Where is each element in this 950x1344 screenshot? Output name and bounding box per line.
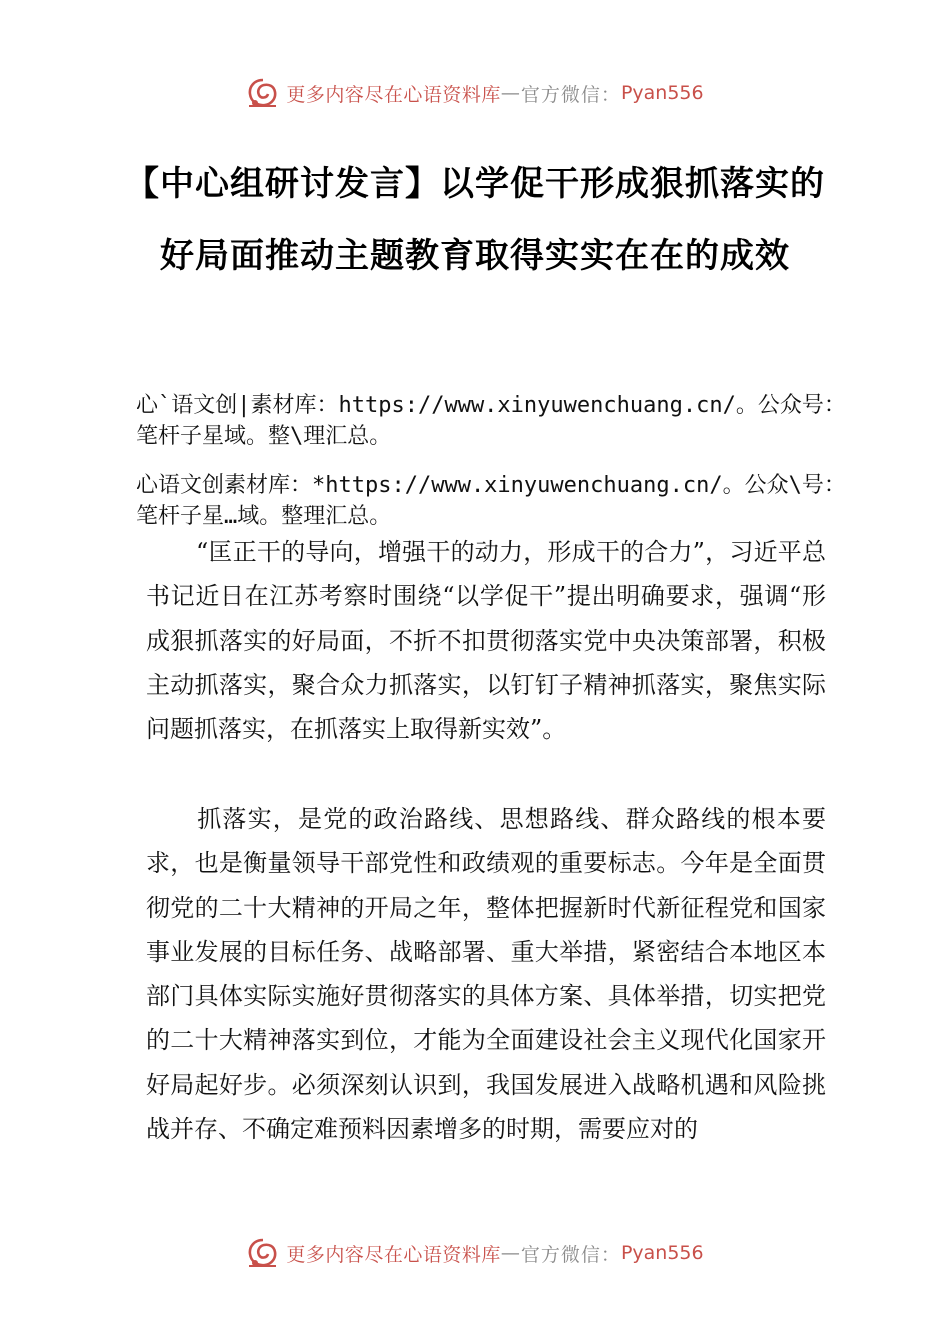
- watermark-main-text: 更多内容尽在心语资料库: [286, 83, 501, 106]
- watermark-wechat-id: Pyan556: [620, 1242, 704, 1264]
- snail-logo-icon: [246, 1236, 280, 1270]
- document-title: 【中心组研讨发言】以学促干形成狠抓落实的好局面推动主题教育取得实实在在的成效: [125, 164, 825, 276]
- watermark-main-text: 更多内容尽在心语资料库: [286, 1243, 501, 1266]
- snail-logo-icon: [246, 76, 280, 110]
- source-line-1: 心`语文创|素材库：https://www.xinyuwenchuang.cn/。公众号：笔杆子星域。整\理汇总。: [136, 393, 846, 449]
- source-line-2: 心语文创素材库：*https://www.xinyuwenchuang.cn/。公众\号：笔杆子星…域。整理汇总。: [136, 473, 846, 529]
- watermark-banner-bottom: [0, 1233, 950, 1273]
- watermark-official-label: 官方微信：: [520, 1243, 621, 1266]
- watermark-wechat-id: Pyan556: [620, 82, 704, 104]
- paragraph-1-text: “匡正干的导向，增强干的动力，形成干的合力”，习近平总书记近日在江苏考察时围绕“以学促干”提出明确要求，强调“形成狠抓落实的好局面，不折不扣贯彻落实党中央决策部署，积极主动抓落实，聚合众力抓落实，以钉钉子精神抓落实，聚焦实际问题抓落实，在抓落实上取得新实效”。: [146, 538, 826, 744]
- watermark-official-label: 官方微信：: [520, 83, 621, 106]
- watermark-separator: —: [500, 82, 521, 104]
- paragraph-1: [146, 530, 826, 751]
- paragraph-2: [146, 797, 826, 1151]
- watermark-banner-top: [0, 73, 950, 113]
- paragraph-2-text: 抓落实，是党的政治路线、思想路线、群众路线的根本要求，也是衡量领导干部党性和政绩观的重要标志。今年是全面贯彻党的二十大精神的开局之年，整体把握新时代新征程党和国家事业发展的目标任务、战略部署、重大举措，紧密结合本地区本部门具体实际实施好贯彻落实的具体方案、具体举措，切实把党的二十大精神落实到位，才能为全面建设社会主义现代化国家开好局起好步。必须深刻认识到，我国发展进入战略机遇和风险挑战并存、不确定难预料因素增多的时期，需要应对的: [146, 805, 826, 1144]
- watermark-separator: —: [500, 1242, 521, 1264]
